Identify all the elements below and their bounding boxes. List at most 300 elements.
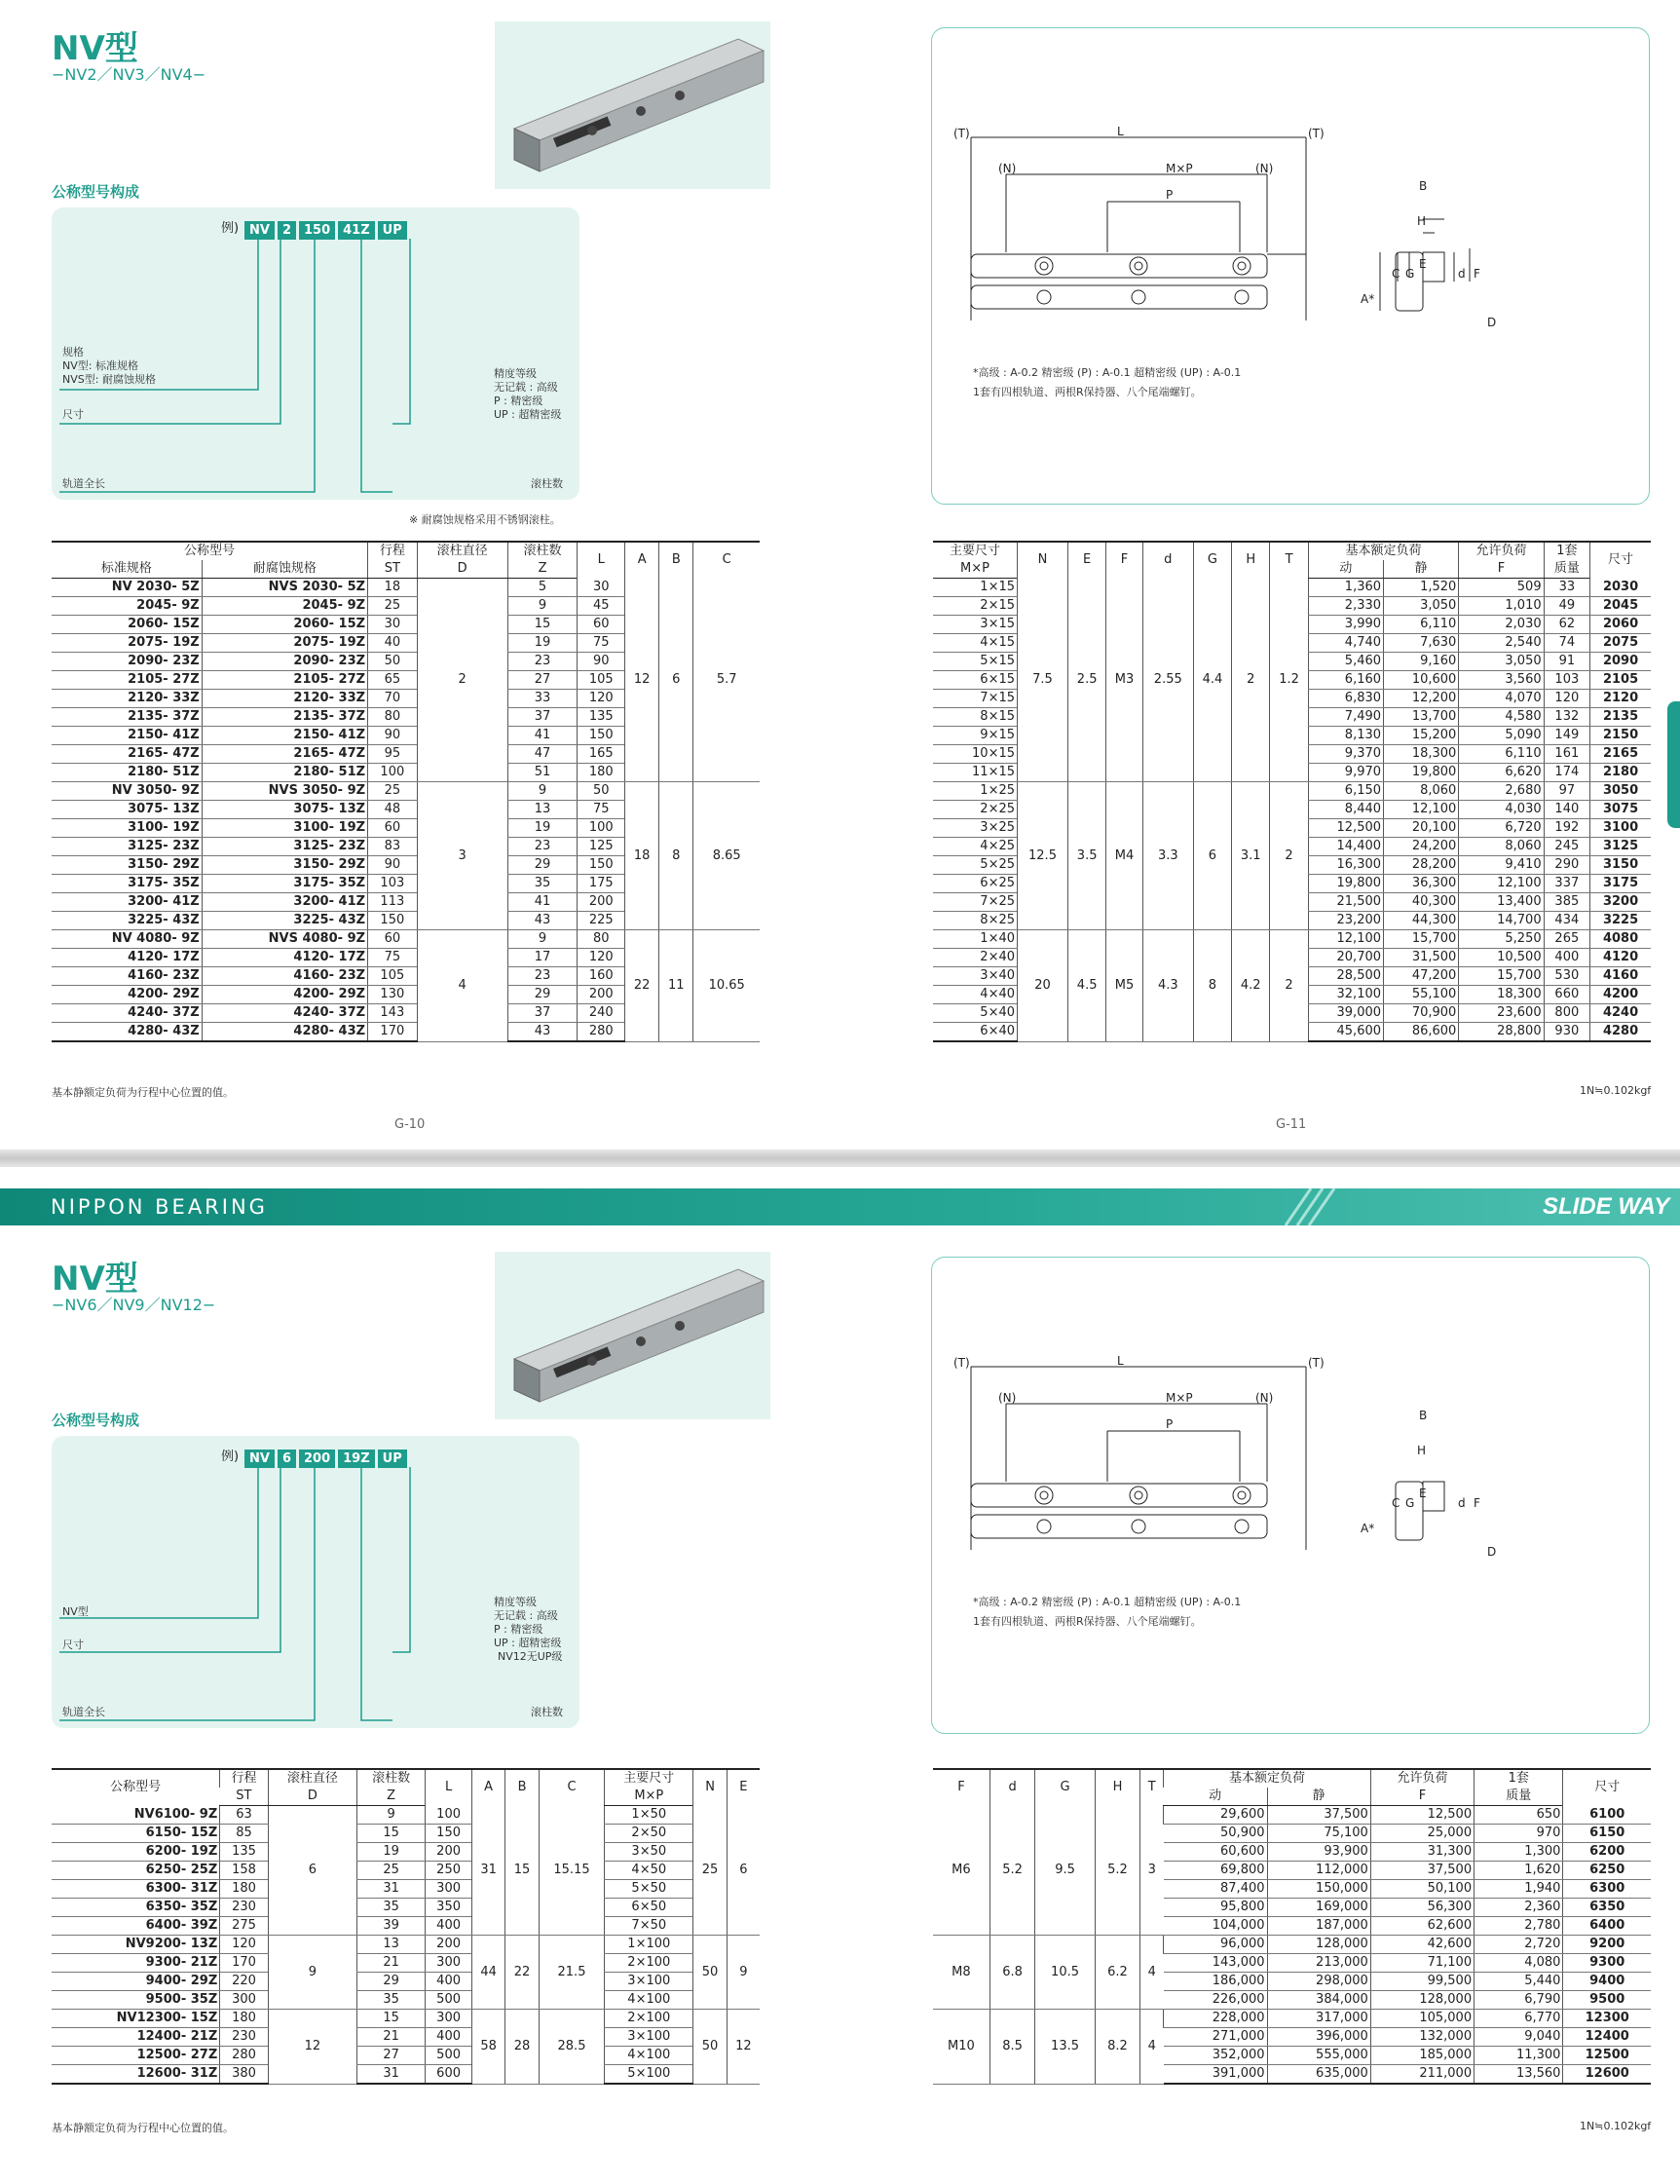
table-cell: 265 xyxy=(1544,930,1589,949)
table-cell: 9500- 35Z xyxy=(52,1991,220,2010)
table-cell: NV9200- 13Z xyxy=(52,1936,220,1954)
table-cell: 6×15 xyxy=(933,671,1018,690)
table-cell: 3175- 35Z xyxy=(52,875,202,893)
table-cell: 85 xyxy=(220,1825,269,1843)
table-cell: 6 xyxy=(268,1806,356,1936)
table-cell: 220 xyxy=(220,1973,269,1991)
table-cell: 150 xyxy=(368,912,418,930)
table-cell: 95 xyxy=(368,745,418,764)
table-cell: 6350- 35Z xyxy=(52,1899,220,1917)
table-cell: 3175 xyxy=(1590,875,1651,893)
table-cell: 1×15 xyxy=(933,579,1018,597)
th-dyn: 动 xyxy=(1308,560,1383,579)
th-sta: 静 xyxy=(1384,560,1459,579)
table-cell: 90 xyxy=(368,727,418,745)
table-cell: 2×15 xyxy=(933,597,1018,616)
table-cell: 12.5 xyxy=(1018,782,1068,930)
table-cell: 5 xyxy=(507,579,578,597)
table-cell: 12500 xyxy=(1563,2047,1651,2065)
table-cell: 225 xyxy=(578,912,625,930)
th-stroke: 行程 xyxy=(368,542,418,560)
table-cell: 3175- 35Z xyxy=(202,875,367,893)
table-cell: 3200- 41Z xyxy=(202,893,367,912)
table-cell: 800 xyxy=(1544,1004,1589,1023)
table-cell: 1×40 xyxy=(933,930,1018,949)
table-cell: 28,200 xyxy=(1384,856,1459,875)
table-cell: 30 xyxy=(578,579,625,597)
table-row xyxy=(52,1917,760,1936)
table-cell: 385 xyxy=(1544,893,1589,912)
table-cell: 6,720 xyxy=(1459,819,1544,838)
th-allow: 允许负荷 xyxy=(1459,542,1544,560)
table-cell: 3225- 43Z xyxy=(52,912,202,930)
table-cell: 192 xyxy=(1544,819,1589,838)
table-cell: 3075 xyxy=(1590,801,1651,819)
table-cell: 434 xyxy=(1544,912,1589,930)
table-cell: 6150 xyxy=(1563,1825,1651,1843)
table-cell: 143 xyxy=(368,1004,418,1023)
table-cell: 2 xyxy=(1232,579,1270,782)
table-cell: 2180- 51Z xyxy=(202,764,367,782)
table-cell: 300 xyxy=(426,1954,472,1973)
table-cell: 2,720 xyxy=(1475,1936,1563,1954)
table-cell: 2165- 47Z xyxy=(202,745,367,764)
table-cell: 2120- 33Z xyxy=(202,690,367,708)
table-cell: 6 xyxy=(1193,782,1231,930)
ann-spec: 规格 NV型: 标准规格 NVS型: 耐腐蚀规格 xyxy=(62,346,156,386)
table-cell: 9 xyxy=(727,1936,760,2010)
table-cell: 2 xyxy=(1270,930,1308,1042)
table-cell: 128,000 xyxy=(1267,1936,1370,1954)
table-cell: 41 xyxy=(507,727,578,745)
table-cell: 12400 xyxy=(1563,2028,1651,2047)
table-cell: 2 xyxy=(1270,782,1308,930)
table-cell: 149 xyxy=(1544,727,1589,745)
table-cell: 16,300 xyxy=(1308,856,1383,875)
table-cell: 3 xyxy=(1140,1806,1164,1936)
table-cell: 70 xyxy=(368,690,418,708)
table-cell: 150 xyxy=(426,1825,472,1843)
th-allow: 允许负荷 xyxy=(1370,1769,1474,1788)
table-cell: 1,620 xyxy=(1475,1862,1563,1880)
th-dyn: 动 xyxy=(1164,1788,1267,1806)
table-cell: 23 xyxy=(507,653,578,671)
table-cell: 4120 xyxy=(1590,949,1651,967)
table-cell: 75 xyxy=(578,634,625,653)
table-cell: 44 xyxy=(471,1936,504,2010)
table-cell: 2075- 19Z xyxy=(202,634,367,653)
table-cell: 4.5 xyxy=(1067,930,1105,1042)
th-d2: d xyxy=(989,1769,1034,1806)
table-cell: 6×50 xyxy=(605,1899,693,1917)
table-cell: 42,600 xyxy=(1370,1936,1474,1954)
table-cell: 4,030 xyxy=(1459,801,1544,819)
table-cell: 3100- 19Z xyxy=(52,819,202,838)
table-cell: 509 xyxy=(1459,579,1544,597)
table-cell: 298,000 xyxy=(1267,1973,1370,1991)
table-cell: 1.2 xyxy=(1270,579,1308,782)
svg-text:P: P xyxy=(1166,188,1174,202)
table-cell: 4 xyxy=(417,930,507,1042)
table-cell: 3100- 19Z xyxy=(202,819,367,838)
svg-text:A*: A* xyxy=(1361,292,1375,306)
th-ff: F xyxy=(1370,1788,1474,1806)
table-cell: 25 xyxy=(368,782,418,801)
table-cell: 14,700 xyxy=(1459,912,1544,930)
table-cell: 18,300 xyxy=(1459,986,1544,1004)
table-cell: M3 xyxy=(1106,579,1143,782)
table-cell: 245 xyxy=(1544,838,1589,856)
table-cell: 200 xyxy=(426,1843,472,1862)
table-cell: 1×50 xyxy=(605,1806,693,1825)
table-cell: 4.4 xyxy=(1193,579,1231,782)
table-cell: 60 xyxy=(578,616,625,634)
table-cell: NV6100- 9Z xyxy=(52,1806,220,1825)
table-cell: 6,110 xyxy=(1384,616,1459,634)
table-cell: 3×100 xyxy=(605,1973,693,1991)
table-row xyxy=(52,1880,760,1899)
ann-roller-count: 滚柱数 xyxy=(531,477,563,490)
table-cell: 9,970 xyxy=(1308,764,1383,782)
table-cell: 6,830 xyxy=(1308,690,1383,708)
th-model: 公称型号 xyxy=(52,542,368,560)
th-z: Z xyxy=(356,1788,425,1806)
th-g: G xyxy=(1193,542,1231,579)
table-cell: 15 xyxy=(356,1825,425,1843)
svg-text:(T): (T) xyxy=(1308,127,1325,140)
table-cell: 396,000 xyxy=(1267,2028,1370,2047)
table-cell: 13 xyxy=(356,1936,425,1954)
table-cell: 2030 xyxy=(1590,579,1651,597)
th-z: Z xyxy=(507,560,578,579)
table-cell: NVS 4080- 9Z xyxy=(202,930,367,949)
rail-illustration-icon xyxy=(495,1252,770,1419)
table-cell: 15.15 xyxy=(539,1806,604,1936)
table-cell: 240 xyxy=(578,1004,625,1023)
th-model: 公称型号 xyxy=(52,1769,220,1806)
rail-drawing xyxy=(932,28,1651,506)
table-cell: 174 xyxy=(1544,764,1589,782)
table-cell: 3×100 xyxy=(605,2028,693,2047)
table-cell: 132 xyxy=(1544,708,1589,727)
table-cell: 18 xyxy=(368,579,418,597)
table-cell: 1,520 xyxy=(1384,579,1459,597)
th-roller-count: 滚柱数 xyxy=(356,1769,425,1788)
table-cell: 3.3 xyxy=(1142,782,1193,930)
tolerance-note: *高级 : A-0.2 精密级 (P) : A-0.1 超精密级 (UP) : A-0.1 xyxy=(973,1596,1242,1608)
table-cell: 18 xyxy=(625,782,659,930)
ann-length: 轨道全长 xyxy=(62,1706,105,1718)
table-cell: 23,200 xyxy=(1308,912,1383,930)
th-sta: 静 xyxy=(1267,1788,1370,1806)
th-t: T xyxy=(1140,1769,1164,1806)
svg-text:E: E xyxy=(1419,257,1427,271)
table-cell: 5,440 xyxy=(1475,1973,1563,1991)
table-cell: 4×50 xyxy=(605,1862,693,1880)
table-cell: 12 xyxy=(268,2010,356,2085)
table-cell: 160 xyxy=(578,967,625,986)
table-cell: 63 xyxy=(220,1806,269,1825)
table-cell: 8,440 xyxy=(1308,801,1383,819)
table-cell: 970 xyxy=(1475,1825,1563,1843)
th-size: 尺寸 xyxy=(1590,542,1651,579)
th-a: A xyxy=(625,542,659,579)
table-cell: 2×40 xyxy=(933,949,1018,967)
table-cell: 9 xyxy=(507,782,578,801)
table-cell: 2105- 27Z xyxy=(52,671,202,690)
table-cell: 13,400 xyxy=(1459,893,1544,912)
th-main: 主要尺寸 xyxy=(605,1769,693,1788)
table-cell: 10,600 xyxy=(1384,671,1459,690)
th-d2: d xyxy=(1142,542,1193,579)
bottom-foot-left: 基本静额定负荷为行程中心位置的值。 xyxy=(52,2122,234,2134)
svg-text:E: E xyxy=(1419,1487,1427,1500)
table-cell: 17 xyxy=(507,949,578,967)
table-cell: 3.5 xyxy=(1067,782,1105,930)
chip-length: 150 xyxy=(299,221,335,240)
bottom-section-title: 公称型号构成 xyxy=(52,1412,140,1429)
table-cell: 400 xyxy=(426,2028,472,2047)
table-cell: 25 xyxy=(693,1806,727,1936)
svg-text:L: L xyxy=(1117,125,1124,138)
table-cell: 75 xyxy=(578,801,625,819)
table-cell: 6.8 xyxy=(989,1936,1034,2010)
table-cell: 3075- 13Z xyxy=(52,801,202,819)
table-cell: 11×15 xyxy=(933,764,1018,782)
table-cell: 90 xyxy=(368,856,418,875)
table-cell: 2,360 xyxy=(1475,1899,1563,1917)
table-cell: 200 xyxy=(578,986,625,1004)
table-cell: 12,500 xyxy=(1308,819,1383,838)
table-cell: 9 xyxy=(507,930,578,949)
table-cell: 2165- 47Z xyxy=(52,745,202,764)
table-cell: 500 xyxy=(426,1991,472,2010)
table-cell: 3125 xyxy=(1590,838,1651,856)
bottom-foot-right: 1N≒0.102kgf xyxy=(1580,2120,1652,2132)
th-anti: 耐腐蚀规格 xyxy=(202,560,367,579)
table-cell: 3050 xyxy=(1590,782,1651,801)
chip-rollers: 41Z xyxy=(338,221,375,240)
gray-divider xyxy=(0,1149,1680,1167)
table-cell: 25 xyxy=(356,1862,425,1880)
table-cell: 95,800 xyxy=(1164,1899,1267,1917)
table-cell: 28,500 xyxy=(1308,967,1383,986)
table-cell: 6×40 xyxy=(933,1023,1018,1042)
table-cell: 2180- 51Z xyxy=(52,764,202,782)
svg-text:(T): (T) xyxy=(953,127,970,140)
table-cell: 4,740 xyxy=(1308,634,1383,653)
table-cell: 10.65 xyxy=(693,930,760,1042)
table-cell: 1,300 xyxy=(1475,1843,1563,1862)
th-set: 1套 xyxy=(1475,1769,1563,1788)
table-cell: 5,460 xyxy=(1308,653,1383,671)
table-cell: 86,600 xyxy=(1384,1023,1459,1042)
table-cell: 4,070 xyxy=(1459,690,1544,708)
table-cell: 87,400 xyxy=(1164,1880,1267,1899)
table-cell: 3,990 xyxy=(1308,616,1383,634)
table-cell: 112,000 xyxy=(1267,1862,1370,1880)
table-cell: 230 xyxy=(220,2028,269,2047)
svg-text:(N): (N) xyxy=(998,162,1017,175)
top-title: NV型 xyxy=(52,29,138,68)
table-cell: 12 xyxy=(625,579,659,782)
table-cell: 47,200 xyxy=(1384,967,1459,986)
th-t: T xyxy=(1270,542,1308,579)
table-cell: 3×15 xyxy=(933,616,1018,634)
table-cell: 69,800 xyxy=(1164,1862,1267,1880)
table-cell: 6.2 xyxy=(1095,1936,1139,2010)
table-row xyxy=(933,1936,1651,1954)
table-cell: 4200- 29Z xyxy=(52,986,202,1004)
table-cell: 120 xyxy=(220,1936,269,1954)
table-cell: 18,300 xyxy=(1384,745,1459,764)
table-cell: 75,100 xyxy=(1267,1825,1370,1843)
table-cell: 99,500 xyxy=(1370,1973,1474,1991)
table-cell: 13.5 xyxy=(1035,2010,1095,2085)
table-cell: 8.65 xyxy=(693,782,760,930)
table-cell: 135 xyxy=(578,708,625,727)
table-cell: 5,090 xyxy=(1459,727,1544,745)
table-cell: 12500- 27Z xyxy=(52,2047,220,2065)
table-cell: 4×100 xyxy=(605,1991,693,2010)
table-cell: NV 3050- 9Z xyxy=(52,782,202,801)
th-roller-dia: 滚柱直径 xyxy=(268,1769,356,1788)
table-cell: 4280 xyxy=(1590,1023,1651,1042)
table-cell: 37 xyxy=(507,708,578,727)
table-cell: 50 xyxy=(693,1936,727,2010)
table-cell: 7.5 xyxy=(1018,579,1068,782)
th-a: A xyxy=(471,1769,504,1806)
table-cell: 12300 xyxy=(1563,2010,1651,2028)
table-cell: 2060 xyxy=(1590,616,1651,634)
table-cell: 50,100 xyxy=(1370,1880,1474,1899)
th-e: E xyxy=(727,1769,760,1806)
table-cell: 13,560 xyxy=(1475,2065,1563,2085)
table-cell: 11,300 xyxy=(1475,2047,1563,2065)
chip-length: 200 xyxy=(299,1450,335,1468)
table-cell: 380 xyxy=(220,2065,269,2085)
th-b: B xyxy=(659,542,693,579)
table-cell: 3150- 29Z xyxy=(202,856,367,875)
table-cell: NVS 3050- 9Z xyxy=(202,782,367,801)
table-cell: 352,000 xyxy=(1164,2047,1267,2065)
table-cell: M10 xyxy=(933,2010,989,2085)
table-cell: 19 xyxy=(507,819,578,838)
bottom-right-table xyxy=(933,1768,1651,2085)
table-cell: 187,000 xyxy=(1267,1917,1370,1936)
table-cell: 6,770 xyxy=(1475,2010,1563,2028)
table-cell: 4 xyxy=(1140,1936,1164,2010)
table-row xyxy=(933,2010,1651,2028)
table-cell: 37,500 xyxy=(1267,1806,1370,1825)
table-cell: 600 xyxy=(426,2065,472,2085)
table-cell: 3×25 xyxy=(933,819,1018,838)
stripe-icon xyxy=(1266,1188,1344,1225)
chip-size: 2 xyxy=(278,221,296,240)
table-cell: 6250- 25Z xyxy=(52,1862,220,1880)
table-cell: M5 xyxy=(1106,930,1143,1042)
table-cell: 9300 xyxy=(1563,1954,1651,1973)
svg-text:H: H xyxy=(1417,1444,1427,1457)
ann-type: NV型 xyxy=(62,1605,89,1618)
th-d: D xyxy=(268,1788,356,1806)
table-cell: 62 xyxy=(1544,616,1589,634)
example-label: 例) xyxy=(221,1450,240,1464)
th-roller-count: 滚柱数 xyxy=(507,542,578,560)
table-cell: 2×100 xyxy=(605,2010,693,2028)
table-cell: 29 xyxy=(507,856,578,875)
table-cell: 31 xyxy=(356,1880,425,1899)
ann-size: 尺寸 xyxy=(62,1638,84,1651)
table-cell: 15,200 xyxy=(1384,727,1459,745)
table-cell: 6100 xyxy=(1563,1806,1651,1825)
svg-text:B: B xyxy=(1419,179,1428,193)
table-cell: 9,160 xyxy=(1384,653,1459,671)
table-cell: 180 xyxy=(220,1880,269,1899)
hole-icon xyxy=(1035,1487,1251,1533)
svg-text:H: H xyxy=(1417,214,1427,228)
th-e: E xyxy=(1067,542,1105,579)
table-cell: 33 xyxy=(507,690,578,708)
table-cell: 4120- 17Z xyxy=(202,949,367,967)
table-row xyxy=(52,2010,760,2028)
table-cell: 213,000 xyxy=(1267,1954,1370,1973)
table-cell: 8,060 xyxy=(1459,838,1544,856)
table-cell: 350 xyxy=(426,1899,472,1917)
table-cell: 2045 xyxy=(1590,597,1651,616)
table-cell: 28 xyxy=(505,2010,539,2085)
table-row xyxy=(52,1899,760,1917)
table-cell: 19 xyxy=(507,634,578,653)
table-cell: 9,040 xyxy=(1475,2028,1563,2047)
table-cell: 391,000 xyxy=(1164,2065,1267,2085)
table-cell: 2090 xyxy=(1590,653,1651,671)
table-row xyxy=(52,1973,760,1991)
svg-text:d: d xyxy=(1458,1496,1466,1510)
th-set: 1套 xyxy=(1544,542,1589,560)
table-cell: 2150- 41Z xyxy=(52,727,202,745)
table-cell: 10×15 xyxy=(933,745,1018,764)
top-right-table xyxy=(933,541,1651,1042)
table-cell: 2150 xyxy=(1590,727,1651,745)
table-cell: 30 xyxy=(368,616,418,634)
table-cell: 60 xyxy=(368,930,418,949)
table-cell: 400 xyxy=(426,1917,472,1936)
bottom-config-box xyxy=(52,1436,579,1728)
table-cell: 80 xyxy=(578,930,625,949)
table-cell: 5×25 xyxy=(933,856,1018,875)
table-cell: 12,100 xyxy=(1459,875,1544,893)
svg-text:G: G xyxy=(1405,1496,1415,1510)
th-g: G xyxy=(1035,1769,1095,1806)
table-cell: 6×25 xyxy=(933,875,1018,893)
table-cell: 25,000 xyxy=(1370,1825,1474,1843)
table-cell: 3100 xyxy=(1590,819,1651,838)
svg-text:D: D xyxy=(1487,316,1497,329)
table-cell: 1×100 xyxy=(605,1936,693,1954)
table-cell: 4 xyxy=(1140,2010,1164,2085)
table-cell: 180 xyxy=(220,2010,269,2028)
table-cell: 930 xyxy=(1544,1023,1589,1042)
table-cell: 6,110 xyxy=(1459,745,1544,764)
table-row xyxy=(52,1991,760,2010)
table-cell: 3125- 23Z xyxy=(52,838,202,856)
table-cell: 250 xyxy=(426,1862,472,1880)
table-cell: NV 2030- 5Z xyxy=(52,579,202,597)
table-cell: 3,050 xyxy=(1384,597,1459,616)
table-row xyxy=(933,930,1651,949)
th-c: C xyxy=(693,542,760,579)
